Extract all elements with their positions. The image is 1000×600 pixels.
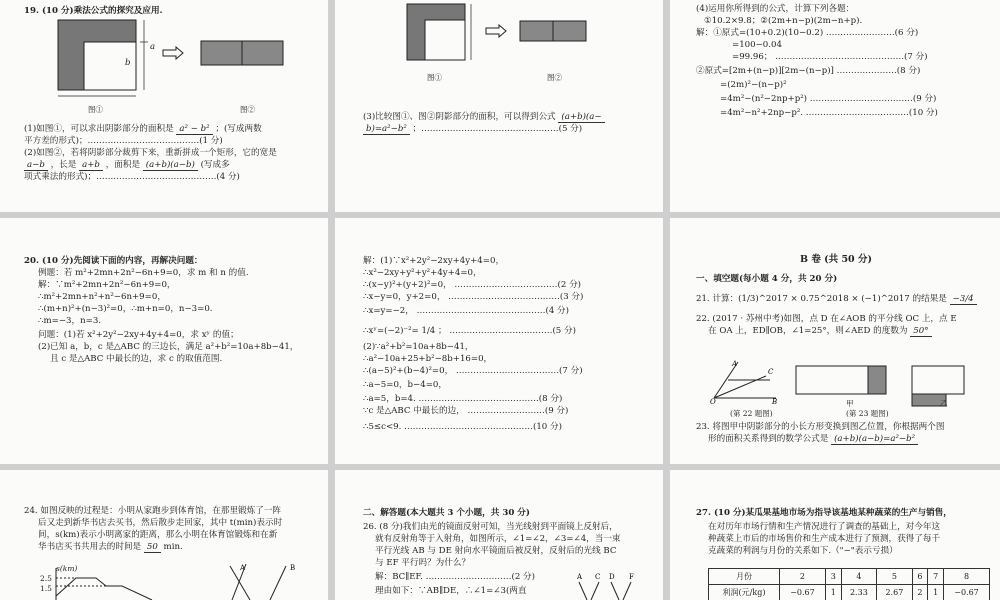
svg-text:C: C — [595, 573, 601, 581]
line: ∴a=5，b=4. ……………………………………(8 分) — [363, 394, 563, 404]
panel-q19-part3 — [335, 0, 663, 212]
line: (2)已知 a，b，c 是△ABC 的三边长，满足 a²+b²=10a+8b−41， — [38, 342, 299, 352]
q19-figure-2-small — [519, 20, 589, 44]
table-header: 2 — [780, 569, 826, 585]
q19-answer-2c: (a+b)(a−b) — [143, 160, 198, 171]
line: 24. 如图反映的过程是：小明从家跑步到体育馆，在那里锻炼了一阵 — [24, 506, 282, 516]
q19-answer-2a: a−b — [24, 160, 48, 171]
q19-line2: 平方差的形式)；…………………………………(1 分) — [24, 136, 223, 146]
line: 理由如下：∵AB∥DE，∴∠1=∠3(两直 — [375, 586, 527, 596]
q19-answer-2b: a+b — [79, 160, 103, 171]
q21-answer: −3/4 — [950, 294, 977, 305]
svg-text:C: C — [768, 368, 774, 376]
table-cell: 2.67 — [877, 585, 913, 600]
q19-line1: (1)如图①，可以求出阴影部分的面积是 — [24, 124, 174, 134]
panel-q20-solution — [335, 218, 663, 464]
tick-1-5: 1.5 — [40, 584, 52, 593]
section-header: B 卷 (共 50 分) — [800, 254, 872, 265]
line: 且 c 是△ABC 中最长的边，求 c 的取值范围. — [50, 354, 223, 364]
table-header: 8 — [944, 569, 990, 585]
table-cell: 1 — [825, 585, 841, 600]
fig23-label-yi: 乙 — [940, 399, 948, 408]
q22-figure — [710, 358, 780, 404]
line: ∴5≤c<9. ………………………………………(10 分) — [363, 422, 562, 432]
line: =4m²−(n²−2np+p²) ………………………………(9 分) — [720, 94, 937, 104]
arrow-icon — [485, 24, 507, 38]
line: ∴a−5=0，b−4=0， — [363, 380, 447, 390]
line: =4m²−n²+2np−p². ………………………………(10 分) — [720, 108, 938, 118]
section-title: 二、解答题(本大题共 3 个小题，共 30 分) — [363, 508, 530, 518]
line: 就有反射角等于入射角，如图所示，∠1=∠2，∠3=∠4，当一束 — [375, 534, 621, 544]
line: 解：(1)∵x²+2y²−2xy+4y+4=0， — [363, 256, 505, 266]
table-header: 5 — [877, 569, 913, 585]
q23-line2: 形的面积关系得到的数学公式是 — [708, 434, 829, 444]
table-header: 6 — [912, 569, 928, 585]
table-cell: 利润(元/kg) — [709, 585, 780, 600]
line: 解：BC∥EF. …………………………(2 分) — [375, 572, 536, 582]
line: 平行光线 AB 与 DE 射向水平镜面后被反射，反射后的光线 BC — [375, 546, 617, 556]
q21-text: 21. 计算：(1/3)^2017 × 0.75^2018 × (−1)^2017 的结果是 — [696, 294, 947, 304]
line: ①10.2×9.8；②(2m+n−p)(2m−n+p). — [704, 16, 863, 26]
table-header: 月份 — [709, 569, 780, 585]
line: 在对历年市场行情和生产情况进行了调查的基础上，对今年这 — [708, 522, 941, 532]
q24-unit: min. — [163, 542, 183, 552]
line: 例题：若 m²+2mn+2n²−6n+9=0，求 m 和 n 的值. — [38, 268, 249, 278]
svg-text:A: A — [732, 360, 738, 368]
line: 克蔬菜的利润与月份的关系如下.（"−"表示亏损） — [708, 546, 898, 556]
svg-text:A: A — [240, 564, 246, 572]
line: (4)运用你所得到的公式，计算下列各题： — [696, 4, 855, 14]
axis-s-label: s(km) — [56, 564, 78, 573]
q25-figure — [210, 562, 310, 600]
line: 问题：(1)若 x²+2y²−2xy+4y+4=0，求 xʸ 的值； — [38, 330, 239, 340]
table-header: 4 — [841, 569, 877, 585]
svg-text:A: A — [577, 573, 583, 581]
line: ∴x−y=0，y+2=0， …………………………………(3 分) — [363, 292, 584, 302]
svg-text:O: O — [710, 398, 716, 404]
fig23-caption: (第 23 题图) — [846, 409, 889, 418]
line: =(2m)²−(n−p)² — [720, 80, 787, 90]
q19-title: 19. (10 分)乘法公式的探究及应用. — [24, 6, 163, 16]
line: 种蔬菜上市后的市场售价和生产成本进行了预测，获得了每千 — [708, 534, 941, 544]
panel-q19-part4 — [670, 0, 1000, 212]
table-header: 7 — [928, 569, 944, 585]
tick-2-5: 2.5 — [40, 574, 52, 583]
q19-line4-mid2: ，面积是 — [105, 160, 141, 170]
line: ②原式=[2m+(n−p)][2m−(n−p)] …………………(8 分) — [696, 66, 921, 76]
q19-line4-mid: ，长是 — [50, 160, 77, 170]
table-cell: −0.67 — [780, 585, 826, 600]
line: ∴x=y=−2， ………………………………………(4 分) — [363, 306, 569, 316]
section-title: 一、填空题(每小题 4 分，共 20 分) — [696, 274, 838, 284]
q22-answer: 50° — [910, 326, 931, 337]
line: 解：∵m²+2mn+2n²−6n+9=0， — [38, 280, 176, 290]
q19-figure-1 — [52, 18, 162, 100]
line: 与 EF 平行吗？为什么？ — [375, 558, 471, 568]
fig-label-a: a — [150, 42, 156, 52]
fig22-caption: (第 22 题图) — [730, 409, 773, 418]
line: ∴(a−5)²+(b−4)²=0， ………………………………(7 分) — [363, 366, 583, 376]
profit-table — [708, 568, 990, 600]
line: ∴m²+2mn+n²+n²−6n+9=0， — [38, 292, 166, 302]
panel-q26 — [335, 470, 663, 600]
q19-part3-line1: (3)比较图①、图②阴影部分的面积，可以得到公式 — [363, 112, 556, 122]
line: =99.96； ………………………………………(7 分) — [732, 52, 928, 62]
panel-q20 — [0, 218, 328, 464]
line: =100−0.04 — [732, 40, 782, 50]
table-cell: −0.67 — [944, 585, 990, 600]
svg-text:F: F — [629, 573, 634, 581]
svg-text:B: B — [772, 398, 778, 404]
table-cell: 2 — [912, 585, 928, 600]
q26-figure — [571, 570, 641, 600]
fig1-caption: 图① — [88, 105, 103, 114]
line: ∴xʸ=(−2)⁻²= 1/4 ； ………………………………(5 分) — [363, 326, 576, 336]
table-header: 3 — [825, 569, 841, 585]
line: 解：①原式=(10+0.2)(10−0.2) ……………………(6 分) — [696, 28, 919, 38]
table-cell: 2.33 — [841, 585, 877, 600]
line: ∴(x−y)²+(y+2)²=0， ………………………………(2 分) — [363, 280, 582, 290]
line: (2)∵a²+b²=10a+8b−41， — [363, 342, 474, 352]
line: 间，s(km)表示小明离家的距离，那么小明在体育馆锻炼和在新 — [38, 530, 278, 540]
line: 后又走到新华书店去买书，然后散步走回家，其中 t(min)表示时 — [38, 518, 283, 528]
panel-q19 — [0, 0, 328, 212]
q23-answer: (a+b)(a−b)=a²−b² — [831, 434, 918, 445]
q19-part3-answer-cont: b)=a²−b² — [363, 124, 410, 135]
fig2-caption: 图② — [240, 105, 255, 114]
q19-line4-tail: (写成多 — [200, 160, 230, 170]
panel-q27 — [670, 470, 1000, 600]
q24-line4: 华书店买书共用去的时间是 — [38, 542, 142, 552]
fig23-label-jia: 甲 — [846, 399, 854, 408]
q19-part3-answer: (a+b)(a− — [558, 112, 604, 123]
q19-figure-2 — [200, 40, 285, 68]
q22-line2: 在 OA 上，ED∥OB，∠1=25°，则∠AED 的度数为 — [708, 326, 908, 336]
q19-line1-tail: ；(写成两数 — [215, 124, 262, 134]
line: ∵c 是△ABC 中最长的边， ………………………(9 分) — [363, 406, 569, 416]
q19-figure-1-small — [403, 2, 481, 68]
fig-label-b: b — [125, 58, 131, 68]
q22-line1: 22. (2017 · 苏州中考)如图，点 D 在∠AOB 的平分线 OC 上，点 E — [696, 314, 957, 324]
table-cell: 1 — [928, 585, 944, 600]
q19-part3-line2-tail: ；…………………………………………(5 分) — [412, 124, 583, 134]
line: ∴x²−2xy+y²+y²+4y+4=0， — [363, 268, 482, 278]
panel-q24 — [0, 470, 328, 600]
q23-figure-jia — [794, 364, 894, 398]
q23-line1: 23. 将图甲中阴影部分的小长方形变换到图乙位置，你根据两个图 — [696, 422, 945, 432]
svg-text:D: D — [609, 573, 615, 581]
svg-text:B: B — [290, 564, 296, 572]
line: ∴(m+n)²+(n−3)²=0，∴m+n=0，n−3=0. — [38, 304, 213, 314]
line: 26. (8 分)我们由光的镜面反射可知，当光线射到平面镜上反射后， — [363, 522, 618, 532]
q24-graph — [52, 566, 172, 600]
q19-answer-1: a² − b² — [176, 124, 212, 135]
line: 27. (10 分)某瓜果基地市场为指导该基地某种蔬菜的生产与销售， — [696, 508, 952, 518]
q19-line5: 项式乘法的形式)；……………………………………(4 分) — [24, 172, 240, 182]
q24-answer: 50 — [144, 542, 161, 553]
q19-line3: (2)如图②，若将阴影部分裁剪下来，重新拼成一个矩形，它的宽是 — [24, 148, 277, 158]
fig2-caption-2: 图② — [547, 73, 562, 82]
q20-title: 20. (10 分)先阅读下面的内容，再解决问题： — [24, 256, 203, 266]
arrow-icon — [162, 46, 184, 60]
line: ∴m=−3，n=3. — [38, 316, 102, 326]
line: ∴a²−10a+25+b²−8b+16=0， — [363, 354, 493, 364]
panel-b-volume — [670, 218, 1000, 464]
fig1-caption-2: 图① — [427, 73, 442, 82]
